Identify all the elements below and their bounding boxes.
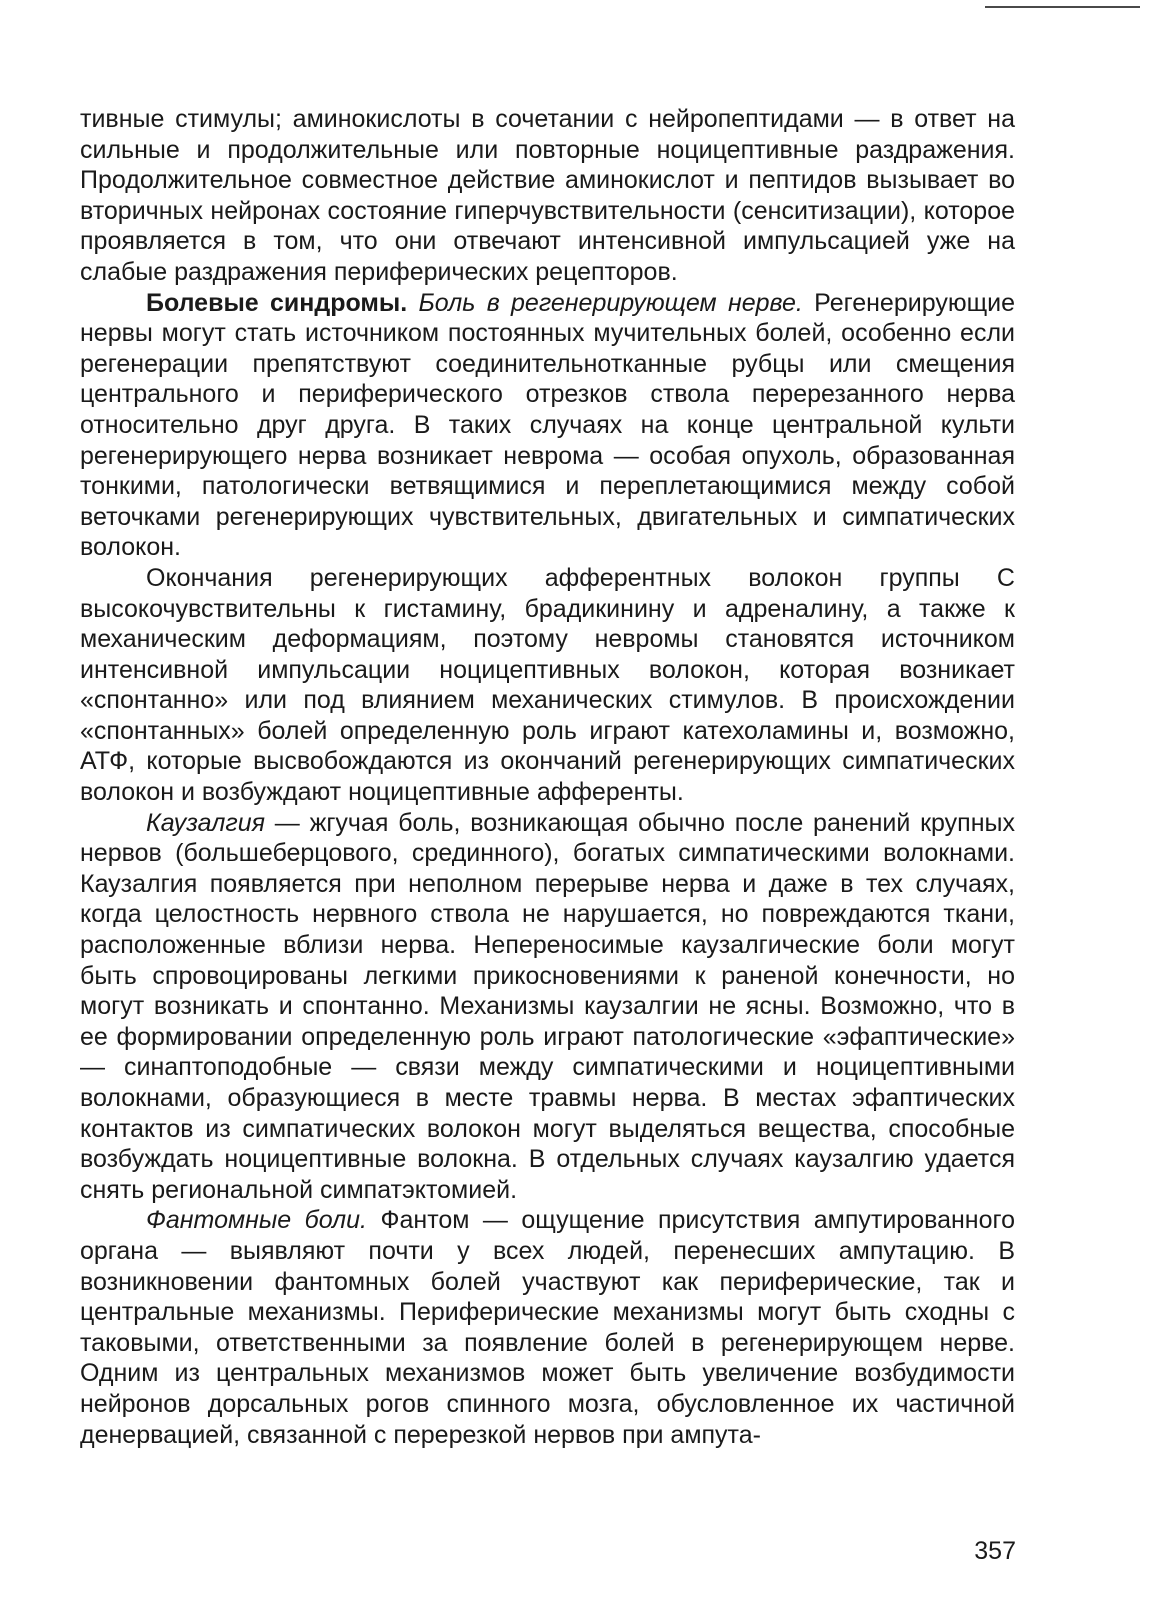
paragraph-3: Окончания регенерирующих афферентных волокон группы С высокочувствительны к гистамину, брадикинину и адреналину, а также к механическим деформациям, поэтому невромы становятся источником интенсивной импульсации ноцицептивных волокон, которая возникает «спонтанно» или под влиянием механических стимулов. В происхождении «спонтанных» болей определенную роль играют катехоламины и, возможно, АТФ, которые высвобождаются из окончаний регенерирующих симпатических волокон и возбуждают ноцицептивные афференты. xyxy=(80,563,1015,807)
paragraph-5 xyxy=(80,1205,1015,1450)
paragraph-4-text: — жгучая боль, возникающая обычно после ранений крупных нервов (большеберцового, срединного), богатых симпатическими волокнами. Каузалгия появляется при неполном перерыве нерва и даже в тех случаях, когда целостность нервного ствола не нарушается, но повреждаются ткани, расположенные вблизи нерва. Непереносимые каузалгические боли могут быть спровоцированы легкими прикосновениями к раненой конечности, но могут возникать и спонтанно. Механизмы каузалгии не ясны. Возможно, что в ее формировании определенную роль играют патологические «эфаптические» — синаптоподобные — связи между симпатическими и ноцицептивными волокнами, образующиеся в месте травмы нерва. В местах эфаптических контактов из симпатических волокон могут выделяться вещества, способные возбуждать ноцицептивные волокна. В отдельных случаях каузалгию удается снять региональной симпатэктомией. xyxy=(80,808,1015,1204)
page-number: 357 xyxy=(974,1537,1016,1565)
term-kauzalgiya: Каузалгия xyxy=(146,808,265,837)
top-rule xyxy=(985,6,1140,8)
paragraph-2 xyxy=(80,288,1015,563)
section-heading: Болевые синдромы. xyxy=(146,288,408,317)
page-body xyxy=(80,104,1015,1450)
paragraph-2-text: Регенерирующие нервы могут стать источником постоянных мучительных болей, особенно если регенерации препятствуют соединительнотканные рубцы или смещения центрального и периферического отрезков ствола перерезанного нерва относительно друг друга. В таких случаях на конце центральной культи регенерирующего нерва возникает неврома — особая опухоль, образованная тонкими, патологически ветвящимися и переплетающимися между собой веточками регенерирующих чувствительных, двигательных и симпатических волокон. xyxy=(80,288,1016,562)
term-phantom-pain: Фантомные боли. xyxy=(146,1206,368,1235)
paragraph-4 xyxy=(80,808,1015,1206)
subsection-heading: Боль в регенерирующем нерве. xyxy=(418,288,803,317)
paragraph-1: тивные стимулы; аминокислоты в сочетании с нейропептидами — в ответ на сильные и продолжительные или повторные ноцицептивные раздражения. Продолжительное совместное действие аминокислот и пептидов вызывает во вторичных нейронах состояние гиперчувствительности (сенситизации), которое проявляется в том, что они отвечают интенсивной импульсацией уже на слабые раздражения периферических рецепторов. xyxy=(80,105,1015,286)
paragraph-5-text: Фантом — ощущение присутствия ампутированного органа — выявляют почти у всех людей, перенесших ампутацию. В возникновении фантомных болей участвуют как периферические, так и центральные механизмы. Периферические механизмы могут быть сходны с таковыми, ответственными за появление болей в регенерирующем нерве. Одним из центральных механизмов может быть увеличение возбудимости нейронов дорсальных рогов спинного мозга, обусловленное их частичной денервацией, связанной с перерезкой нервов при ампута- xyxy=(80,1206,1015,1449)
